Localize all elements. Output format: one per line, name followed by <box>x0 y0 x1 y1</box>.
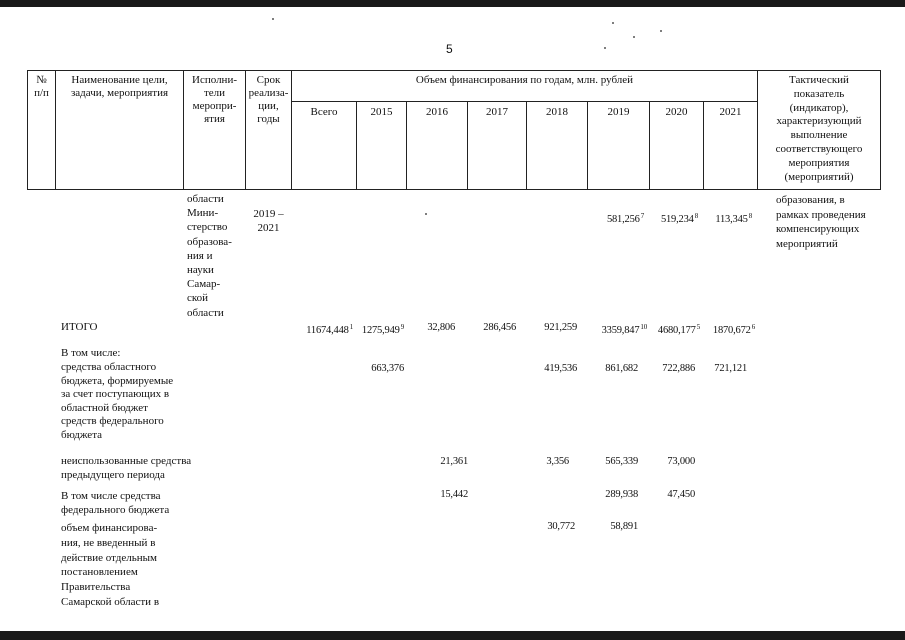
header-year-2015: 2015 <box>370 106 393 118</box>
header-year-2020: 2020 <box>665 106 688 118</box>
row-label: неиспользованные средства предыдущего периода <box>61 455 192 481</box>
row4-2019: 58,891 <box>610 521 638 532</box>
scan-speck <box>633 36 635 38</box>
value-2021: 113,345$^8$ <box>715 212 752 225</box>
row-label: объем финансирова- ния, не введенный в действие отдельным постановлением Правительства Самарской области в <box>61 522 160 608</box>
row1-2019: 861,682 <box>605 363 638 374</box>
scan-speck <box>425 213 427 215</box>
header-year-2019: 2019 <box>607 106 630 118</box>
itogo-2019: 3359,847$^{10}$ <box>601 323 647 336</box>
scan-speck <box>272 18 274 20</box>
in-total-label: В том числе: <box>61 347 121 359</box>
row3-2019: 289,938 <box>605 489 638 500</box>
itogo-2018: 921,259 <box>544 322 577 333</box>
value-2019: 581,256$^7$ <box>606 212 644 225</box>
row-label: средства областного бюджета, формируемые за счет поступающих в областной бюджет средств федерального бюджета <box>61 361 174 441</box>
header-num: № п/п <box>34 74 49 99</box>
header-executors: Исполни- тели меропри- ятия <box>192 74 237 125</box>
header-year-2018: 2018 <box>546 106 568 118</box>
header-year-2021: 2021 <box>719 106 742 118</box>
itogo-2017: 286,456 <box>483 322 516 333</box>
indicator-cell: образования, в рамках проведения компенсирующих мероприятий <box>776 194 866 250</box>
table-border <box>291 70 292 190</box>
term-cell: 2019 – 2021 <box>253 208 284 234</box>
row3-2016: 15,442 <box>440 489 468 500</box>
executor-cell: области Мини- стерство образова- ния и науки Самар- ской области <box>187 193 232 319</box>
itogo-2020: 4680,177$^5$ <box>657 323 700 336</box>
itogo-total: 11674,448$^1$ <box>306 323 353 336</box>
row3-2020: 47,450 <box>667 489 695 500</box>
header-name: Наименование цели, задачи, мероприятия <box>70 74 169 99</box>
row4-2018: 30,772 <box>547 521 575 532</box>
header-year-2017: 2017 <box>486 106 508 118</box>
itogo-label: ИТОГО <box>61 321 98 333</box>
header-term: Срок реализа- ции, годы <box>248 74 289 125</box>
page-number: 5 <box>446 42 453 56</box>
scan-top-edge <box>0 0 905 7</box>
itogo-2021: 1870,672$^6$ <box>712 323 755 336</box>
scan-bottom-edge <box>0 631 905 640</box>
header-indicator: Тактический показатель (индикатор), характеризующий выполнение соответствующего мероприятия (мероприятий) <box>775 74 863 183</box>
header-financing: Объем финансирования по годам, млн. рублей <box>415 74 634 86</box>
header-total: Всего <box>310 106 338 118</box>
row2-2019: 565,339 <box>605 456 638 467</box>
value-2020: 519,234$^8$ <box>660 212 698 225</box>
scan-speck <box>612 22 614 24</box>
row1-2018: 419,536 <box>544 363 577 374</box>
table-border <box>27 70 880 71</box>
row-label: В том числе средства федерального бюджета <box>61 490 170 516</box>
row1-2021: 721,121 <box>714 363 747 374</box>
itogo-2015: 1275,949$^9$ <box>361 323 404 336</box>
row2-2018: 3,356 <box>546 456 569 467</box>
table-border <box>291 101 757 102</box>
scan-speck <box>660 30 662 32</box>
row2-2020: 73,000 <box>667 456 695 467</box>
header-year-2016: 2016 <box>426 106 448 118</box>
row1-2020: 722,886 <box>662 363 695 374</box>
table-border <box>27 189 880 190</box>
scan-speck <box>604 47 606 49</box>
table-border <box>880 70 881 190</box>
row1-2015: 663,376 <box>371 363 404 374</box>
row2-2016: 21,361 <box>440 456 468 467</box>
itogo-2016: 32,806 <box>427 322 455 333</box>
